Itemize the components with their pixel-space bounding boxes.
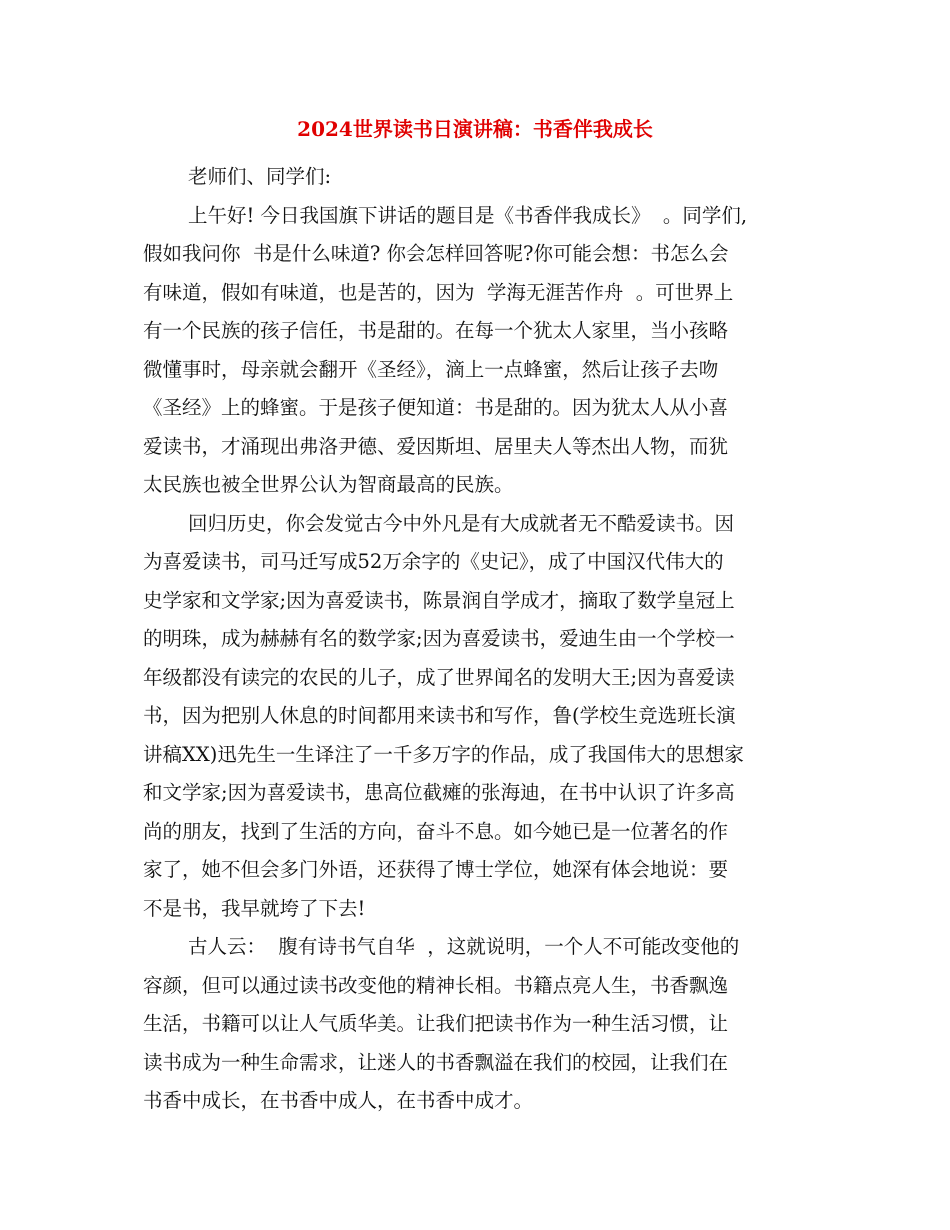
text-line: 老师们、同学们:: [188, 165, 332, 188]
text-line: 生活，书籍可以让人气质华美。让我们把读书作为一种生活习惯，让: [143, 1012, 729, 1035]
text-line: 古人云： 腹有诗书气自华 ，这就说明，一个人不可能改变他的: [188, 935, 740, 958]
text-line: 家了，她不但会多门外语，还获得了博士学位，她深有体会地说：要: [143, 858, 729, 881]
text-line: 尚的朋友，找到了生活的方向，奋斗不息。如今她已是一位著名的作: [143, 819, 729, 843]
text-line: 不是书，我早就垮了下去!: [143, 896, 366, 920]
text-line: 《圣经》上的蜂蜜。于是孩子便知道：书是甜的。因为犹太人从小喜: [143, 396, 729, 419]
text-line: 太民族也被全世界公认为智商最高的民族。: [143, 473, 514, 496]
text-line: 年级都没有读完的农民的儿子，成了世界闻名的发明大王;因为喜爱读: [143, 665, 735, 689]
text-line: 上午好! 今日我国旗下讲话的题目是《书香伴我成长》 。同学们,: [188, 203, 748, 227]
text-line: 的明珠，成为赫赫有名的数学家;因为喜爱读书，爱迪生由一个学校一: [143, 627, 735, 650]
text-line: 有味道，假如有味道，也是苦的，因为 学海无涯苦作舟 。可世界上: [143, 280, 734, 304]
document-title: 2024世界读书日演讲稿：书香伴我成长: [297, 117, 653, 141]
text-line: 读书成为一种生命需求，让迷人的书香飘溢在我们的校园，让我们在: [143, 1050, 729, 1074]
text-line: 书香中成长，在书香中成人，在书香中成才。: [143, 1089, 534, 1112]
text-line: 爱读书，才涌现出弗洛尹德、爱因斯坦、居里夫人等杰出人物，而犹: [143, 434, 729, 458]
text-line: 微懂事时，母亲就会翻开《圣经》，滴上一点蜂蜜，然后让孩子去吻: [143, 357, 719, 381]
text-line: 史学家和文学家;因为喜爱读书，陈景润自学成才，摘取了数学皇冠上: [143, 588, 735, 612]
text-line: 和文学家;因为喜爱读书，患高位截瘫的张海迪，在书中认识了许多高: [143, 781, 735, 804]
text-line: 有一个民族的孩子信任，书是甜的。在每一个犹太人家里，当小孩略: [143, 319, 729, 342]
text-line: 回归历史，你会发觉古今中外凡是有大成就者无不酷爱读书。因: [188, 511, 735, 535]
text-line: 为喜爱读书，司马迁写成52万余字的《史记》，成了中国汉代伟大的: [143, 550, 724, 573]
text-line: 容颜，但可以通过读书改变他的精神长相。书籍点亮人生，书香飘逸: [143, 973, 729, 997]
text-line: 假如我问你 书是什么味道? 你会怎样回答呢?你可能会想：书怎么会: [143, 242, 729, 265]
text-line: 讲稿XX)迅先生一生译注了一千多万字的作品，成了我国伟大的思想家: [143, 742, 744, 766]
document-body: [143, 158, 823, 1121]
text-line: 书，因为把别人休息的时间都用来读书和写作，鲁(学校生竞选班长演: [143, 704, 736, 727]
